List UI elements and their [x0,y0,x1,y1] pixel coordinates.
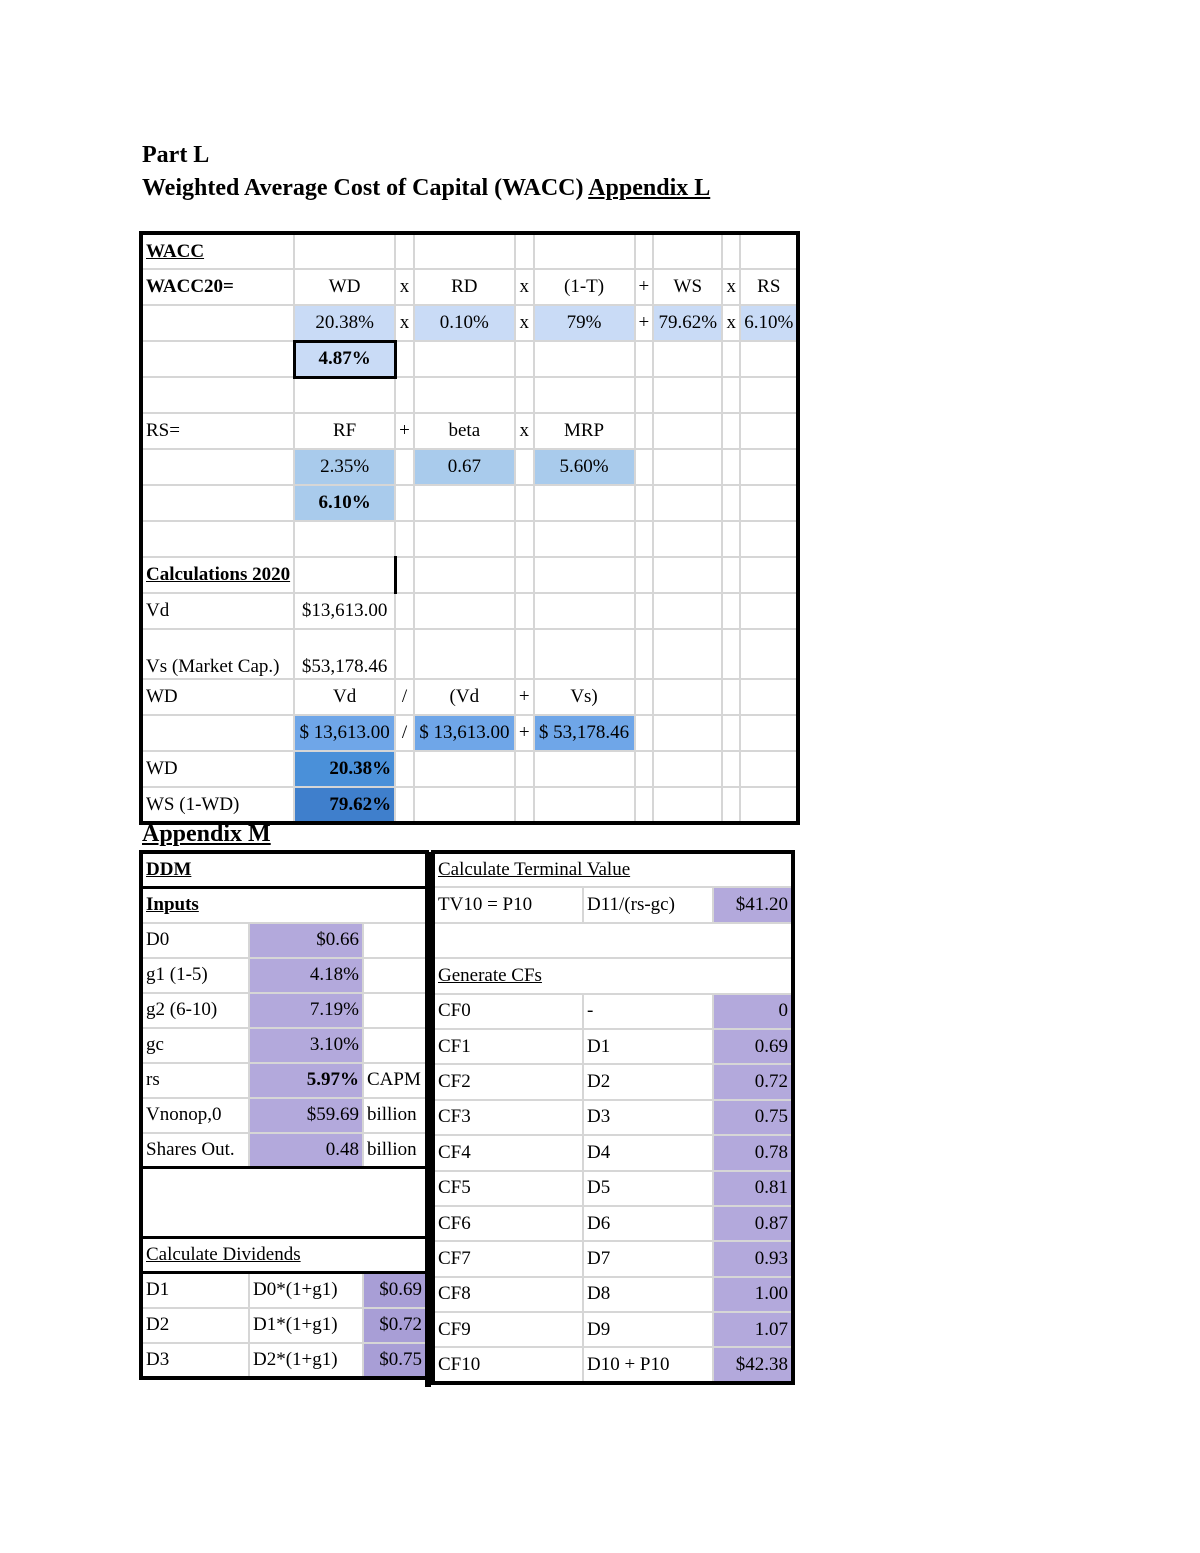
cf-source: D8 [583,1277,713,1312]
ws-label: WS (1-WD) [141,787,294,823]
beta-value-cell[interactable]: 0.67 [414,449,515,485]
input-value-cell[interactable]: 3.10% [249,1028,363,1063]
wacc-formula-row [141,269,798,305]
section-title [142,175,710,202]
formula-op: + [635,305,654,341]
wacc-formula-label: WACC20= [141,269,294,305]
formula-op: x [515,269,534,305]
dividend-value-cell[interactable]: $0.72 [363,1308,427,1343]
cf-label: CF6 [433,1206,583,1241]
appendix-m-title: Appendix M [142,821,271,847]
input-value-cell[interactable]: 0.48 [249,1133,363,1168]
wacc-values-row [141,305,798,341]
dividend-label: D2 [141,1308,249,1343]
formula-col: WS [653,269,722,305]
calc-dividends-label: Calculate Dividends [141,1238,427,1273]
dividend-formula: D2*(1+g1) [249,1343,363,1378]
ddm-table [139,850,429,1380]
dividend-value-cell[interactable]: $0.69 [363,1273,427,1308]
input-value-cell[interactable]: $59.69 [249,1098,363,1133]
rs-col: beta [414,413,515,449]
ws-value-cell[interactable]: 79.62% [653,305,722,341]
cf-value-cell[interactable]: 0.78 [713,1135,793,1170]
cf-row [433,1347,793,1382]
rs-op: x [515,413,534,449]
cf-value-cell[interactable]: 0 [713,994,793,1029]
input-row [141,1133,427,1168]
input-label: g1 (1-5) [141,958,249,993]
cf-value-cell[interactable]: 1.00 [713,1277,793,1312]
rs-col: RF [294,413,395,449]
input-note [363,1028,427,1063]
formula-op: x [722,305,740,341]
cf-row [433,1312,793,1347]
input-note: billion [363,1133,427,1168]
ws-result-cell[interactable]: 79.62% [294,787,395,823]
formula-col: WD [294,269,395,305]
cf-source: D6 [583,1206,713,1241]
rf-value-cell[interactable]: 2.35% [294,449,395,485]
input-note [363,993,427,1028]
cf-source: D1 [583,1029,713,1064]
wd-col: Vs) [534,679,635,715]
dividend-formula: D1*(1+g1) [249,1308,363,1343]
cf-source: D4 [583,1135,713,1170]
input-label: rs [141,1063,249,1098]
cf-source: D10 + P10 [583,1347,713,1382]
rd-value-cell[interactable]: 0.10% [414,305,515,341]
input-label: gc [141,1028,249,1063]
wd-op: + [515,679,534,715]
cf-label: CF7 [433,1241,583,1276]
cf-row [433,1064,793,1099]
dividend-row [141,1308,427,1343]
wd-value-cell[interactable]: 20.38% [294,305,395,341]
input-row [141,993,427,1028]
cf-row [433,994,793,1029]
cf-label: CF10 [433,1347,583,1382]
wd-op: / [395,679,414,715]
dividend-value-cell[interactable]: $0.75 [363,1343,427,1378]
input-row [141,1063,427,1098]
input-value-cell[interactable]: $0.66 [249,923,363,958]
rs-values-row [141,449,798,485]
tv-formula: D11/(rs-gc) [583,887,713,922]
cf-value-cell[interactable]: 0.72 [713,1064,793,1099]
dividend-formula: D0*(1+g1) [249,1273,363,1308]
cf-label: CF0 [433,994,583,1029]
dividend-label: D1 [141,1273,249,1308]
cf-label: CF3 [433,1100,583,1135]
terminal-value-table [431,850,795,1385]
generate-cfs-label: Generate CFs [433,958,793,993]
dividend-row [141,1343,427,1378]
cf-label: CF4 [433,1135,583,1170]
cf-label: CF1 [433,1029,583,1064]
cf-row [433,1277,793,1312]
input-label: Shares Out. [141,1133,249,1168]
wd-col: Vd [294,679,395,715]
formula-op: x [395,305,414,341]
cf-source: D7 [583,1241,713,1276]
cf-source: D3 [583,1100,713,1135]
cf-label: CF9 [433,1312,583,1347]
wd-col: (Vd [414,679,515,715]
formula-op: x [515,305,534,341]
input-value-cell[interactable]: 5.97% [249,1063,363,1098]
formula-op: x [395,269,414,305]
cf-row [433,1206,793,1241]
rs-result-cell[interactable]: 6.10% [294,485,395,521]
dividend-row [141,1273,427,1308]
rs-col: MRP [534,413,635,449]
ddm-label: DDM [141,852,427,888]
part-heading: Part L [142,142,210,168]
input-note [363,923,427,958]
input-value-cell[interactable]: 4.18% [249,958,363,993]
input-row [141,1028,427,1063]
tv-row [433,887,793,922]
title-text: Weighted Average Cost of Capital (WACC) [142,175,584,201]
cf-source: D9 [583,1312,713,1347]
cf-value-cell[interactable]: $42.38 [713,1347,793,1382]
vs-label: Vs (Market Cap.) [141,629,294,679]
cf-value-cell[interactable]: 0.75 [713,1100,793,1135]
rs-op: + [395,413,414,449]
formula-col: RD [414,269,515,305]
vs-formula-cell[interactable]: $ 53,178.46 [534,715,635,751]
cf-value-cell[interactable]: 1.07 [713,1312,793,1347]
wd-values-row [141,715,798,751]
cf-label: CF5 [433,1171,583,1206]
input-note [363,958,427,993]
tv-label: TV10 = P10 [433,887,583,922]
cf-value-cell[interactable]: 0.87 [713,1206,793,1241]
vd-formula-cell[interactable]: $ 13,613.00 [294,715,395,751]
cf-value-cell[interactable]: 0.69 [713,1029,793,1064]
formula-col: (1-T) [534,269,635,305]
input-row [141,1098,427,1133]
cf-source: - [583,994,713,1029]
terminal-label: Calculate Terminal Value [433,852,793,887]
rs-value-cell[interactable]: 6.10% [740,305,798,341]
input-row [141,958,427,993]
dividend-label: D3 [141,1343,249,1378]
formula-op: + [635,269,654,305]
input-label: g2 (6-10) [141,993,249,1028]
appendix-l-link[interactable]: Appendix L [588,175,711,201]
rs-label: RS= [141,413,294,449]
wd-formula-row [141,679,798,715]
cf-row [433,1241,793,1276]
formula-col: RS [740,269,798,305]
cf-value-cell[interactable]: 0.81 [713,1171,793,1206]
cf-label: CF2 [433,1064,583,1099]
wd-label: WD [141,679,294,715]
input-value-cell[interactable]: 7.19% [249,993,363,1028]
cf-label: CF8 [433,1277,583,1312]
vd-value-cell[interactable]: $13,613.00 [294,593,395,629]
wd-op: / [395,715,414,751]
wacc-result-cell[interactable]: 4.87% [294,341,395,377]
wd-result-cell[interactable]: 20.38% [294,751,395,787]
calculations-label: Calculations 2020 [141,557,294,593]
tv-value-cell[interactable]: $41.20 [713,887,793,922]
input-note: billion [363,1098,427,1133]
input-label: D0 [141,923,249,958]
cf-row [433,1100,793,1135]
cf-row [433,1029,793,1064]
cf-source: D2 [583,1064,713,1099]
wd-op: + [515,715,534,751]
cf-value-cell[interactable]: 0.93 [713,1241,793,1276]
input-label: Vnonop,0 [141,1098,249,1133]
wacc-table [139,231,800,825]
wd-row-label: WD [141,751,294,787]
vd-label: Vd [141,593,294,629]
vs-value-cell[interactable]: $53,178.46 [294,629,395,679]
tax-value-cell[interactable]: 79% [534,305,635,341]
input-note: CAPM [363,1063,427,1098]
vd-formula-cell[interactable]: $ 13,613.00 [414,715,515,751]
inputs-label: Inputs [141,888,427,923]
cf-source: D5 [583,1171,713,1206]
formula-op: x [722,269,740,305]
cf-row [433,1171,793,1206]
wacc-section-label: WACC [141,233,294,269]
rs-formula-row [141,413,798,449]
mrp-value-cell[interactable]: 5.60% [534,449,635,485]
cf-row [433,1135,793,1170]
input-row [141,923,427,958]
